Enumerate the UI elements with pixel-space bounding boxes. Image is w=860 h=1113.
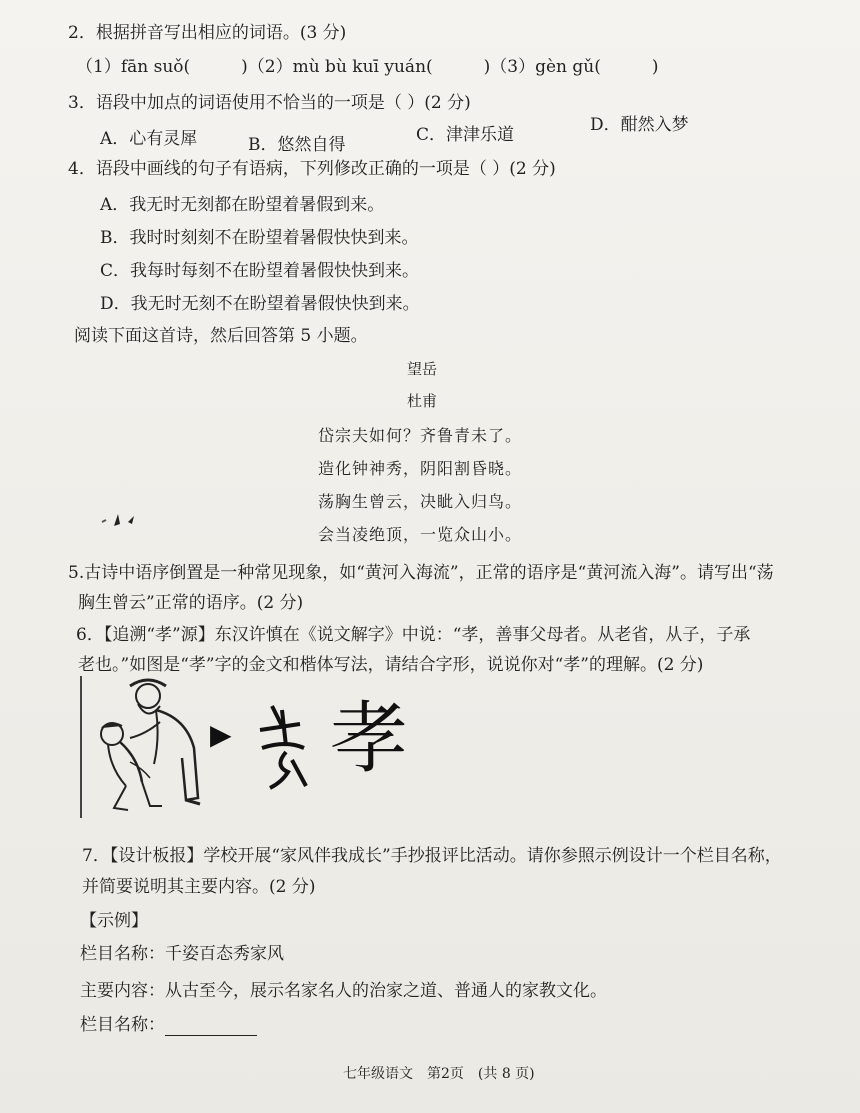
q3-option-d: D．酣然入梦: [590, 115, 689, 135]
q2-title: 2．根据拼音写出相应的词语。(3 分): [68, 23, 347, 43]
poem-line-3: 荡胸生曾云，决眦入归鸟。: [318, 492, 523, 511]
q6-line-1: 6．【追溯“孝”源】东汉许慎在《说文解字》中说：“孝，善事父母者。从老省，从子，子承: [76, 625, 751, 645]
q4-option-b: B．我时时刻刻不在盼望着暑假快快到来。: [100, 228, 419, 248]
q7-line-1: 7．【设计板报】学校开展“家风伴我成长”手抄报评比活动。请你参照示例设计一个栏目名称，: [82, 846, 782, 866]
q2-items: （1）fān suǒ( )（2）mù bù kuī yuán( )（3）gèn gǔ( ): [76, 57, 659, 77]
q3-option-c: C．津津乐道: [416, 125, 515, 145]
page-footer: 七年级语文 第2页 (共 8 页): [343, 1066, 535, 1082]
ink-smudge: [100, 510, 140, 536]
bronze-script-xiao-icon: [252, 696, 322, 796]
q3-option-a: A．心有灵犀: [100, 129, 198, 149]
poem-title: 望岳: [407, 360, 438, 378]
q3-title: 3．语段中加点的词语使用不恰当的一项是（ ）(2 分): [68, 93, 471, 113]
xiao-figure: [80, 678, 800, 818]
q4-title: 4．语段中画线的句子有语病，下列修改正确的一项是（ ）(2 分): [68, 159, 556, 179]
q7-answer-label: 栏目名称：: [80, 1015, 165, 1035]
q3-option-b: B．悠然自得: [248, 135, 346, 155]
q4-option-c: C．我每时每刻不在盼望着暑假快快到来。: [100, 261, 420, 281]
elder-child-illustration: [90, 678, 220, 818]
q7-answer-blank[interactable]: [165, 1017, 257, 1036]
q7-line-2: 并简要说明其主要内容。(2 分): [82, 877, 316, 897]
q7-example-name: 栏目名称：千姿百态秀家风: [80, 944, 284, 964]
q4-option-d: D．我无时无刻不在盼望着暑假快快到来。: [100, 294, 420, 314]
poem-line-1: 岱宗夫如何？齐鲁青未了。: [318, 426, 523, 445]
q7-example-label: 【示例】: [80, 911, 148, 931]
arrow-right-icon: ▶: [210, 718, 232, 751]
regular-script-xiao: 孝: [330, 694, 409, 784]
q5-line-2: 胸生曾云”正常的语序。(2 分): [78, 593, 304, 613]
q4-option-a: A．我无时无刻都在盼望着暑假到来。: [100, 195, 385, 215]
q7-answer-row: [80, 1014, 257, 1036]
q7-example-content: 主要内容：从古至今，展示名家名人的治家之道、普通人的家教文化。: [80, 981, 607, 1001]
q6-line-2: 老也。”如图是“孝”字的金文和楷体写法，请结合字形，说说你对“孝”的理解。(2 分): [78, 655, 704, 675]
poem-line-2: 造化钟神秀，阴阳割昏晓。: [318, 459, 523, 478]
poem-author: 杜甫: [407, 392, 438, 410]
q5-line-1: 5.古诗中语序倒置是一种常见现象，如“黄河入海流”，正常的语序是“黄河流入海”。请写出“荡: [68, 563, 774, 583]
poem-line-4: 会当凌绝顶，一览众山小。: [318, 525, 523, 544]
reading-intro: 阅读下面这首诗，然后回答第 5 小题。: [74, 326, 368, 346]
